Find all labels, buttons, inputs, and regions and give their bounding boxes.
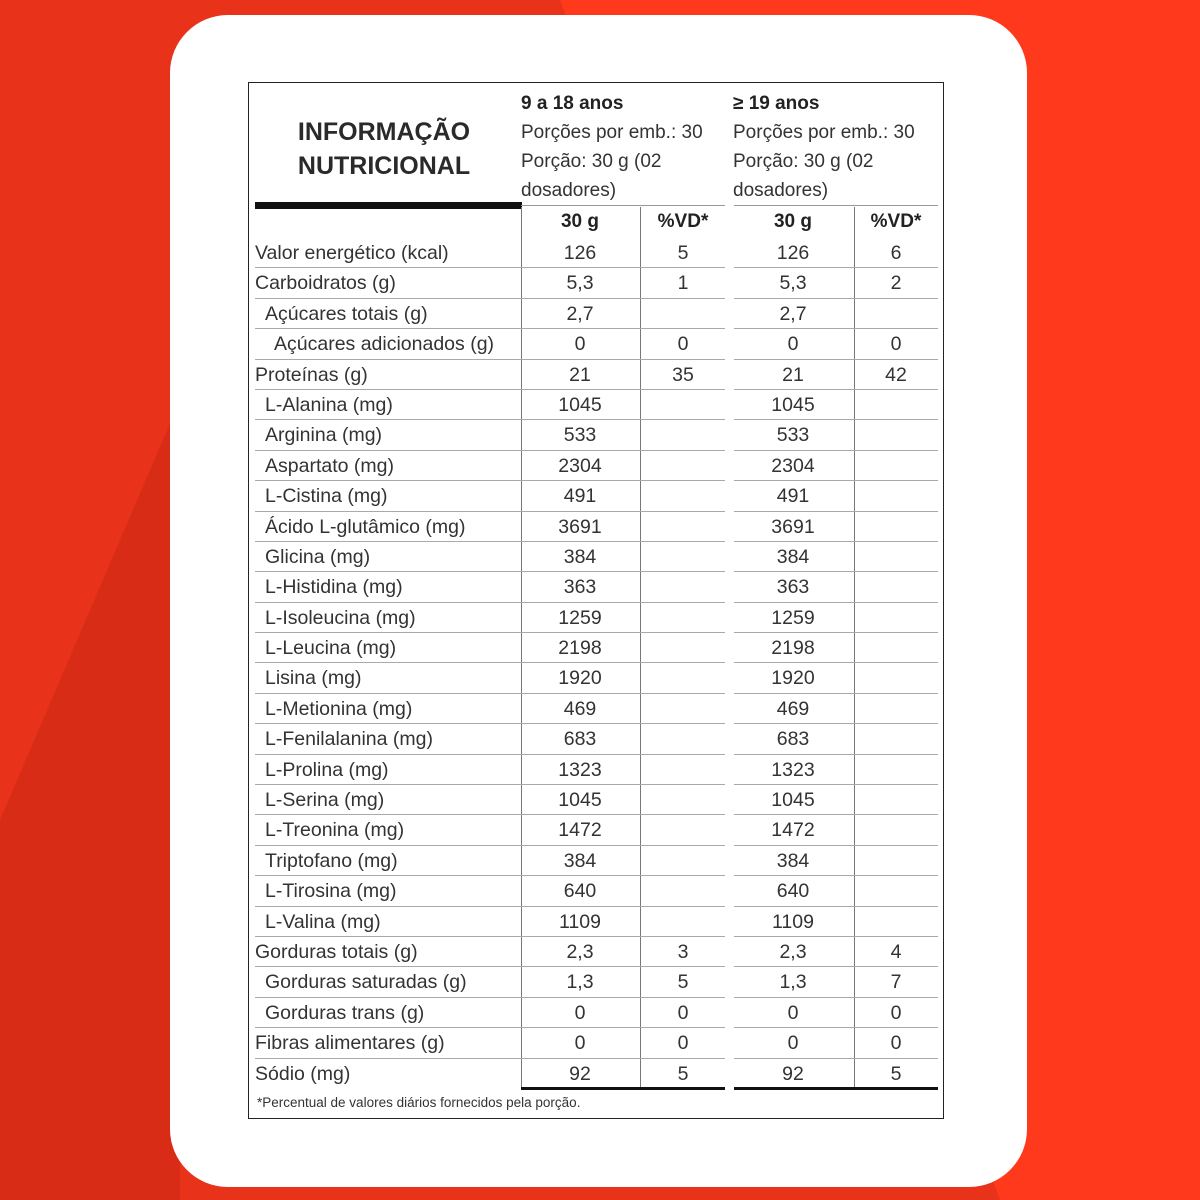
amount-19-plus: 2304 <box>771 454 815 477</box>
amount-9-18: 1472 <box>558 819 602 842</box>
vd-19-plus: 0 <box>890 1001 902 1024</box>
amount-9-18: 469 <box>563 697 597 720</box>
vd-9-18 <box>641 785 725 815</box>
vd-19-plus: 0 <box>890 333 902 356</box>
table-row <box>249 420 945 450</box>
amount-19-plus: 491 <box>776 485 810 508</box>
column-header-9-18: 9 a 18 anos Porções por emb.: 30 Porção: 30 g (02 dosadores) <box>521 93 703 201</box>
vd-19-plus <box>854 572 938 602</box>
amount-19-plus: 1045 <box>771 789 815 812</box>
amount-9-18: 640 <box>563 880 597 903</box>
nutrient-name: L-Cistina (mg) <box>265 485 388 508</box>
amount-19-plus: 683 <box>776 728 810 751</box>
vd-9-18 <box>641 390 725 420</box>
nutrient-name: Açúcares adicionados (g) <box>274 333 495 356</box>
vd-9-18 <box>641 663 725 693</box>
nutrient-name: Arginina (mg) <box>265 424 383 447</box>
nutrient-name: Triptofano (mg) <box>265 849 398 872</box>
amount-9-18: 0 <box>574 1032 586 1055</box>
vd-9-18 <box>641 846 725 876</box>
amount-9-18: 0 <box>574 1001 586 1024</box>
amount-9-18: 3691 <box>558 515 602 538</box>
amount-19-plus: 1323 <box>771 758 815 781</box>
table-row <box>249 663 945 693</box>
vd-19-plus: 0 <box>890 1032 902 1055</box>
vd-9-18: 5 <box>677 971 689 994</box>
vd-19-plus: 2 <box>890 272 902 295</box>
vd-19-plus <box>854 603 938 633</box>
amount-19-plus: 533 <box>776 424 810 447</box>
amount-9-18: 384 <box>563 849 597 872</box>
vd-19-plus <box>854 876 938 906</box>
amount-19-plus: 2198 <box>771 637 815 660</box>
nutrient-name: L-Leucina (mg) <box>265 637 397 660</box>
vd-19-plus <box>854 724 938 754</box>
title-rule <box>255 202 522 209</box>
nutrient-name: Carboidratos (g) <box>255 272 396 295</box>
amount-19-plus: 2,3 <box>779 940 807 963</box>
vd-9-18: 5 <box>677 1062 689 1085</box>
amount-9-18: 1045 <box>558 789 602 812</box>
amount-9-18: 126 <box>563 242 597 264</box>
amount-19-plus: 3691 <box>771 515 815 538</box>
nutrient-rows <box>249 238 945 1089</box>
amount-9-18: 491 <box>563 485 597 508</box>
amount-19-plus: 1,3 <box>779 971 807 994</box>
table-row <box>249 785 945 815</box>
vd-9-18 <box>641 694 725 724</box>
vd-9-18: 0 <box>677 333 689 356</box>
vd-19-plus: 7 <box>890 971 902 994</box>
amount-19-plus: 0 <box>787 1001 799 1024</box>
table-row <box>249 451 945 481</box>
vd-19-plus: 4 <box>890 940 902 963</box>
table-row <box>249 694 945 724</box>
amount-9-18: 92 <box>569 1062 591 1085</box>
table-row <box>249 390 945 420</box>
vd-9-18: 3 <box>677 940 689 963</box>
unit-header: 30 g <box>773 211 813 232</box>
table-title: INFORMAÇÃO NUTRICIONAL <box>297 118 471 180</box>
table-row <box>249 967 945 997</box>
vd-header: %VD* <box>870 211 922 232</box>
vd-19-plus: 6 <box>890 242 902 264</box>
vd-9-18: 0 <box>677 1032 689 1055</box>
vd-9-18 <box>641 512 725 542</box>
table-row <box>249 1028 945 1058</box>
header-divider <box>521 205 725 206</box>
vd-9-18 <box>641 755 725 785</box>
vd-19-plus <box>854 451 938 481</box>
vd-9-18 <box>641 420 725 450</box>
table-row <box>249 1059 945 1089</box>
amount-19-plus: 126 <box>776 242 810 264</box>
vd-19-plus <box>854 299 938 329</box>
vd-9-18 <box>641 876 725 906</box>
nutrient-name: Fibras alimentares (g) <box>255 1032 445 1055</box>
amount-9-18: 363 <box>563 576 597 599</box>
amount-19-plus: 0 <box>787 333 799 356</box>
vd-9-18 <box>641 633 725 663</box>
table-row <box>249 724 945 754</box>
nutrient-name: L-Tirosina (mg) <box>265 880 397 903</box>
vd-9-18 <box>641 481 725 511</box>
amount-19-plus: 1472 <box>771 819 815 842</box>
vd-9-18: 0 <box>677 1001 689 1024</box>
amount-9-18: 1259 <box>558 606 602 629</box>
nutrient-name: L-Metionina (mg) <box>265 697 413 720</box>
nutrient-name: Sódio (mg) <box>255 1062 351 1085</box>
amount-19-plus: 1045 <box>771 393 815 416</box>
vd-9-18 <box>641 542 725 572</box>
amount-9-18: 384 <box>563 545 597 568</box>
footnote: *Percentual de valores diários fornecidos pela porção. <box>257 1095 581 1110</box>
amount-19-plus: 21 <box>782 363 804 386</box>
vd-9-18 <box>641 907 725 937</box>
vd-9-18: 5 <box>677 242 689 264</box>
nutrient-name: L-Alanina (mg) <box>265 393 393 416</box>
vd-19-plus <box>854 815 938 845</box>
table-row <box>249 512 945 542</box>
table-row <box>249 572 945 602</box>
amount-9-18: 2304 <box>558 454 602 477</box>
nutrient-name: L-Fenilalanina (mg) <box>265 728 433 751</box>
table-row <box>249 268 945 298</box>
amount-9-18: 533 <box>563 424 597 447</box>
amount-9-18: 5,3 <box>566 272 594 295</box>
amount-9-18: 1109 <box>559 910 601 933</box>
nutrient-name: Açúcares totais (g) <box>265 302 428 325</box>
column-header-19-plus: ≥ 19 anos Porções por emb.: 30 Porção: 30 g (02 dosadores) <box>733 93 915 201</box>
amount-9-18: 1920 <box>558 667 602 690</box>
table-row <box>249 329 945 359</box>
amount-19-plus: 640 <box>776 880 810 903</box>
table-row <box>249 633 945 663</box>
table-row <box>249 238 945 268</box>
amount-19-plus: 1259 <box>771 606 815 629</box>
nutrient-name: Gorduras totais (g) <box>255 940 418 963</box>
nutrition-table <box>248 82 944 1119</box>
nutrient-name: L-Serina (mg) <box>265 789 385 812</box>
table-row <box>249 937 945 967</box>
amount-9-18: 2,7 <box>566 302 594 325</box>
table-row <box>249 755 945 785</box>
table-row <box>249 907 945 937</box>
nutrient-name: Gorduras trans (g) <box>265 1001 425 1024</box>
nutrient-name: L-Histidina (mg) <box>265 576 403 599</box>
nutrient-name: Gorduras saturadas (g) <box>265 971 467 994</box>
nutrient-name: Glicina (mg) <box>265 545 371 568</box>
amount-19-plus: 5,3 <box>779 272 807 295</box>
vd-9-18 <box>641 451 725 481</box>
vd-19-plus <box>854 846 938 876</box>
vd-9-18 <box>641 299 725 329</box>
bottom-rule <box>734 1087 938 1090</box>
vd-19-plus <box>854 907 938 937</box>
vd-19-plus <box>854 481 938 511</box>
table-row <box>249 846 945 876</box>
amount-19-plus: 384 <box>776 545 810 568</box>
table-row <box>249 299 945 329</box>
amount-19-plus: 92 <box>782 1062 804 1085</box>
amount-9-18: 21 <box>569 363 591 386</box>
vd-19-plus <box>854 542 938 572</box>
vd-19-plus <box>854 785 938 815</box>
amount-19-plus: 363 <box>776 576 810 599</box>
nutrient-name: Lisina (mg) <box>265 667 362 690</box>
vd-9-18: 1 <box>677 272 689 295</box>
amount-9-18: 1045 <box>558 393 602 416</box>
amount-19-plus: 469 <box>776 697 810 720</box>
nutrient-name: Proteínas (g) <box>255 363 368 386</box>
nutrient-name: Aspartato (mg) <box>265 454 394 477</box>
amount-9-18: 1323 <box>558 758 602 781</box>
vd-19-plus <box>854 420 938 450</box>
unit-header: 30 g <box>560 211 600 232</box>
nutrient-name: Valor energético (kcal) <box>255 242 449 264</box>
vd-19-plus <box>854 633 938 663</box>
nutrient-name: L-Valina (mg) <box>265 910 381 933</box>
vd-9-18: 35 <box>672 363 694 386</box>
amount-19-plus: 1920 <box>771 667 815 690</box>
amount-19-plus: 1109 <box>772 910 814 933</box>
nutrient-name: L-Treonina (mg) <box>265 819 405 842</box>
amount-9-18: 2198 <box>558 637 602 660</box>
vd-header: %VD* <box>657 211 709 232</box>
amount-19-plus: 384 <box>776 849 810 872</box>
table-row <box>249 360 945 390</box>
amount-9-18: 2,3 <box>566 940 594 963</box>
header-divider <box>734 205 938 206</box>
bottom-rule <box>521 1087 725 1090</box>
vd-9-18 <box>641 724 725 754</box>
vd-19-plus <box>854 512 938 542</box>
vd-19-plus <box>854 663 938 693</box>
vd-9-18 <box>641 815 725 845</box>
vd-19-plus <box>854 694 938 724</box>
table-row <box>249 603 945 633</box>
table-row <box>249 876 945 906</box>
vd-9-18 <box>641 572 725 602</box>
table-row <box>249 542 945 572</box>
vd-19-plus: 5 <box>890 1062 902 1085</box>
amount-9-18: 1,3 <box>566 971 594 994</box>
vd-19-plus: 42 <box>885 363 907 386</box>
amount-19-plus: 0 <box>787 1032 799 1055</box>
amount-9-18: 0 <box>574 333 586 356</box>
amount-19-plus: 2,7 <box>779 302 807 325</box>
amount-9-18: 683 <box>563 728 597 751</box>
table-row <box>249 998 945 1028</box>
nutrient-name: L-Prolina (mg) <box>265 758 389 781</box>
nutrient-name: L-Isoleucina (mg) <box>265 606 416 629</box>
vd-19-plus <box>854 755 938 785</box>
vd-9-18 <box>641 603 725 633</box>
table-row <box>249 481 945 511</box>
nutrient-name: Ácido L-glutâmico (mg) <box>265 515 466 538</box>
table-row <box>249 815 945 845</box>
vd-19-plus <box>854 390 938 420</box>
